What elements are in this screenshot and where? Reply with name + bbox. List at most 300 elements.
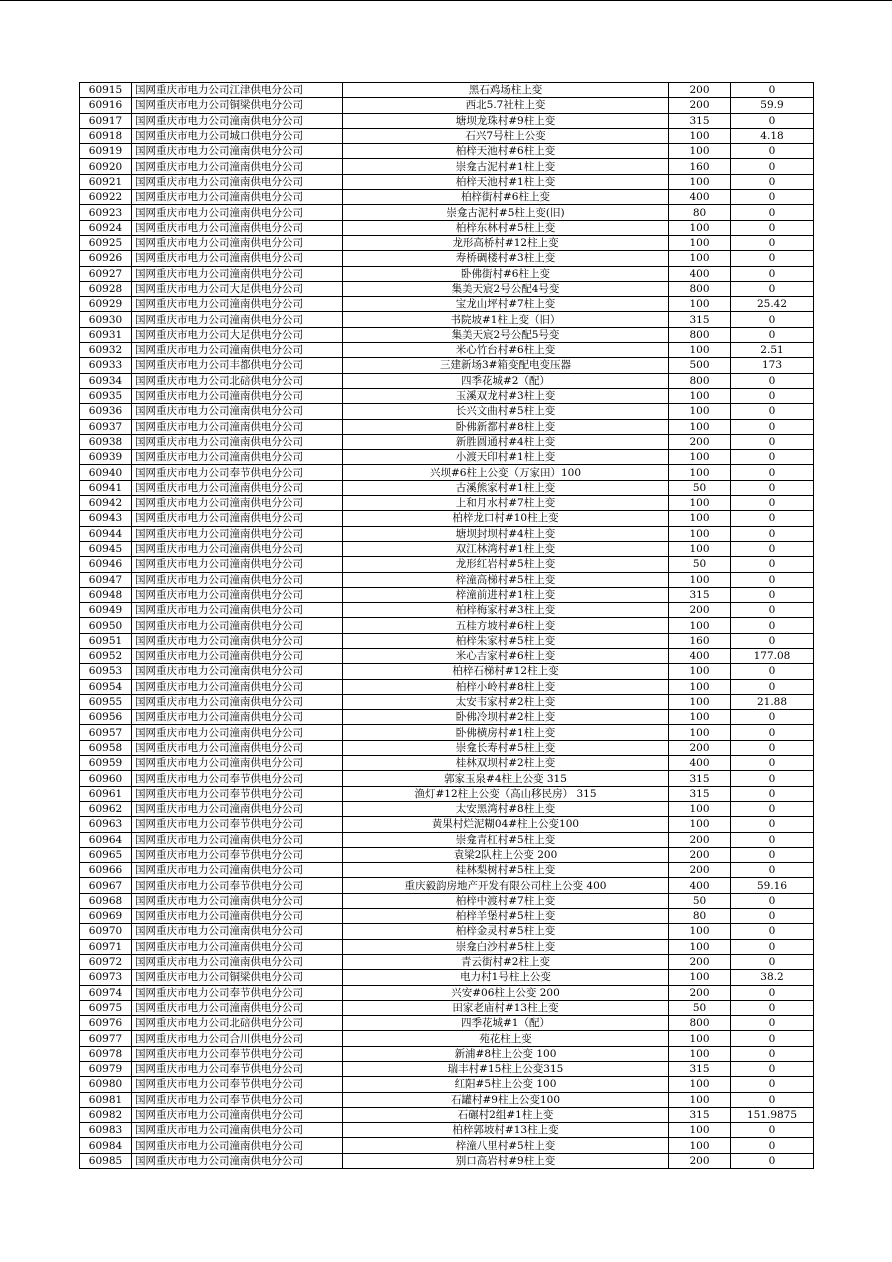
table-row: [80, 1107, 814, 1122]
company-cell: 国网重庆市电力公司潼南供电分公司: [132, 863, 343, 878]
capacity-cell: 80: [669, 909, 731, 924]
value-cell: 0: [731, 725, 814, 740]
capacity-cell: 100: [669, 419, 731, 434]
table-row: [80, 205, 814, 220]
company-cell: 国网重庆市电力公司奉节供电分公司: [132, 985, 343, 1000]
capacity-cell: 200: [669, 832, 731, 847]
row-id-cell: 60983: [80, 1123, 132, 1138]
company-cell: 国网重庆市电力公司潼南供电分公司: [132, 557, 343, 572]
table-row: [80, 786, 814, 801]
capacity-cell: 100: [669, 1046, 731, 1061]
transformer-name-cell: 崇龛长寿村#5柱上变: [343, 740, 669, 755]
row-id-cell: 60928: [80, 281, 132, 296]
row-id-cell: 60938: [80, 434, 132, 449]
capacity-cell: 100: [669, 817, 731, 832]
capacity-cell: 80: [669, 205, 731, 220]
capacity-cell: 100: [669, 144, 731, 159]
table-body: [80, 83, 814, 1169]
value-cell: 177.08: [731, 648, 814, 663]
row-id-cell: 60985: [80, 1153, 132, 1168]
company-cell: 国网重庆市电力公司奉节供电分公司: [132, 847, 343, 862]
table-row: [80, 465, 814, 480]
row-id-cell: 60981: [80, 1092, 132, 1107]
table-row: [80, 1016, 814, 1031]
value-cell: 0: [731, 847, 814, 862]
table-row: [80, 235, 814, 250]
table-row: [80, 358, 814, 373]
value-cell: 0: [731, 603, 814, 618]
value-cell: 0: [731, 801, 814, 816]
table-row: [80, 220, 814, 235]
company-cell: 国网重庆市电力公司潼南供电分公司: [132, 480, 343, 495]
row-id-cell: 60959: [80, 756, 132, 771]
company-cell: 国网重庆市电力公司奉节供电分公司: [132, 771, 343, 786]
table-row: [80, 281, 814, 296]
table-row: [80, 954, 814, 969]
value-cell: 0: [731, 541, 814, 556]
company-cell: 国网重庆市电力公司奉节供电分公司: [132, 817, 343, 832]
table-row: [80, 801, 814, 816]
value-cell: 0: [731, 526, 814, 541]
transformer-name-cell: 柏梓东林村#5柱上变: [343, 220, 669, 235]
value-cell: 21.88: [731, 694, 814, 709]
value-cell: 0: [731, 1016, 814, 1031]
table-row: [80, 817, 814, 832]
transformer-name-cell: 四季花城#1（配）: [343, 1016, 669, 1031]
table-row: [80, 526, 814, 541]
capacity-cell: 160: [669, 633, 731, 648]
table-row: [80, 541, 814, 556]
table-row: [80, 511, 814, 526]
value-cell: 0: [731, 664, 814, 679]
table-row: [80, 572, 814, 587]
capacity-cell: 400: [669, 190, 731, 205]
transformer-name-cell: 兴安#06柱上公变 200: [343, 985, 669, 1000]
row-id-cell: 60975: [80, 1000, 132, 1015]
row-id-cell: 60926: [80, 251, 132, 266]
value-cell: 0: [731, 419, 814, 434]
row-id-cell: 60972: [80, 954, 132, 969]
transformer-name-cell: 书院坡#1柱上变（旧）: [343, 312, 669, 327]
company-cell: 国网重庆市电力公司潼南供电分公司: [132, 220, 343, 235]
table-row: [80, 174, 814, 189]
company-cell: 国网重庆市电力公司潼南供电分公司: [132, 1000, 343, 1015]
company-cell: 国网重庆市电力公司城口供电分公司: [132, 128, 343, 143]
row-id-cell: 60949: [80, 603, 132, 618]
capacity-cell: 160: [669, 159, 731, 174]
transformer-name-cell: 重庆毅韵房地产开发有限公司柱上公变 400: [343, 878, 669, 893]
value-cell: 0: [731, 373, 814, 388]
table-row: [80, 266, 814, 281]
value-cell: 0: [731, 113, 814, 128]
transformer-name-cell: 集美天宸2号公配5号变: [343, 327, 669, 342]
table-row: [80, 1077, 814, 1092]
table-row: [80, 128, 814, 143]
capacity-cell: 315: [669, 771, 731, 786]
value-cell: 0: [731, 511, 814, 526]
transformer-name-cell: 别口高岩村#9柱上变: [343, 1153, 669, 1168]
transformer-name-cell: 四季花城#2（配）: [343, 373, 669, 388]
value-cell: 0: [731, 327, 814, 342]
company-cell: 国网重庆市电力公司潼南供电分公司: [132, 541, 343, 556]
table-row: [80, 557, 814, 572]
row-id-cell: 60962: [80, 801, 132, 816]
row-id-cell: 60966: [80, 863, 132, 878]
capacity-cell: 315: [669, 587, 731, 602]
value-cell: 0: [731, 190, 814, 205]
company-cell: 国网重庆市电力公司潼南供电分公司: [132, 144, 343, 159]
row-id-cell: 60957: [80, 725, 132, 740]
capacity-cell: 100: [669, 496, 731, 511]
capacity-cell: 100: [669, 235, 731, 250]
capacity-cell: 50: [669, 1000, 731, 1015]
company-cell: 国网重庆市电力公司潼南供电分公司: [132, 603, 343, 618]
transformer-name-cell: 柏梓龙口村#10柱上变: [343, 511, 669, 526]
value-cell: 0: [731, 557, 814, 572]
company-cell: 国网重庆市电力公司奉节供电分公司: [132, 878, 343, 893]
row-id-cell: 60965: [80, 847, 132, 862]
transformer-name-cell: 龙形红岩村#5柱上变: [343, 557, 669, 572]
transformer-name-cell: 柏梓中渡村#7柱上变: [343, 893, 669, 908]
transformer-name-cell: 米心吉家村#6柱上变: [343, 648, 669, 663]
company-cell: 国网重庆市电力公司北碚供电分公司: [132, 373, 343, 388]
row-id-cell: 60969: [80, 909, 132, 924]
value-cell: 0: [731, 480, 814, 495]
row-id-cell: 60970: [80, 924, 132, 939]
transformer-name-cell: 柏梓金灵村#5柱上变: [343, 924, 669, 939]
company-cell: 国网重庆市电力公司潼南供电分公司: [132, 496, 343, 511]
row-id-cell: 60973: [80, 970, 132, 985]
capacity-cell: 100: [669, 801, 731, 816]
table-row: [80, 388, 814, 403]
table-row: [80, 832, 814, 847]
row-id-cell: 60974: [80, 985, 132, 1000]
row-id-cell: 60968: [80, 893, 132, 908]
transformer-name-cell: 渔灯#12柱上公变（高山移民房） 315: [343, 786, 669, 801]
value-cell: 0: [731, 786, 814, 801]
capacity-cell: 100: [669, 1077, 731, 1092]
value-cell: 0: [731, 832, 814, 847]
transformer-name-cell: 西北5.7社柱上变: [343, 98, 669, 113]
capacity-cell: 100: [669, 924, 731, 939]
company-cell: 国网重庆市电力公司潼南供电分公司: [132, 190, 343, 205]
capacity-cell: 100: [669, 694, 731, 709]
value-cell: 0: [731, 450, 814, 465]
table-row: [80, 878, 814, 893]
value-cell: 0: [731, 205, 814, 220]
company-cell: 国网重庆市电力公司潼南供电分公司: [132, 710, 343, 725]
table-row: [80, 587, 814, 602]
company-cell: 国网重庆市电力公司潼南供电分公司: [132, 205, 343, 220]
capacity-cell: 200: [669, 847, 731, 862]
company-cell: 国网重庆市电力公司潼南供电分公司: [132, 266, 343, 281]
row-id-cell: 60933: [80, 358, 132, 373]
company-cell: 国网重庆市电力公司潼南供电分公司: [132, 404, 343, 419]
transformer-name-cell: 柏梓梅家村#3柱上变: [343, 603, 669, 618]
capacity-cell: 200: [669, 985, 731, 1000]
capacity-cell: 50: [669, 557, 731, 572]
value-cell: 0: [731, 587, 814, 602]
company-cell: 国网重庆市电力公司潼南供电分公司: [132, 174, 343, 189]
value-cell: 59.9: [731, 98, 814, 113]
capacity-cell: 800: [669, 327, 731, 342]
page-top-rule: [0, 0, 892, 1]
transformer-name-cell: 太安韦家村#2柱上变: [343, 694, 669, 709]
value-cell: 0: [731, 1123, 814, 1138]
transformer-name-cell: 崇龛古泥村#5柱上变(旧): [343, 205, 669, 220]
transformer-name-cell: 上和月水村#7柱上变: [343, 496, 669, 511]
capacity-cell: 100: [669, 220, 731, 235]
company-cell: 国网重庆市电力公司潼南供电分公司: [132, 251, 343, 266]
row-id-cell: 60952: [80, 648, 132, 663]
company-cell: 国网重庆市电力公司奉节供电分公司: [132, 465, 343, 480]
capacity-cell: 100: [669, 388, 731, 403]
value-cell: 0: [731, 174, 814, 189]
company-cell: 国网重庆市电力公司潼南供电分公司: [132, 909, 343, 924]
value-cell: 0: [731, 83, 814, 98]
row-id-cell: 60953: [80, 664, 132, 679]
row-id-cell: 60922: [80, 190, 132, 205]
capacity-cell: 315: [669, 786, 731, 801]
table-row: [80, 327, 814, 342]
table-row: [80, 725, 814, 740]
table-row: [80, 985, 814, 1000]
company-cell: 国网重庆市电力公司潼南供电分公司: [132, 526, 343, 541]
row-id-cell: 60945: [80, 541, 132, 556]
table-row: [80, 1062, 814, 1077]
row-id-cell: 60958: [80, 740, 132, 755]
capacity-cell: 800: [669, 281, 731, 296]
table-row: [80, 434, 814, 449]
value-cell: 0: [731, 954, 814, 969]
transformer-name-cell: 柏梓羊堡村#5柱上变: [343, 909, 669, 924]
company-cell: 国网重庆市电力公司潼南供电分公司: [132, 434, 343, 449]
capacity-cell: 200: [669, 83, 731, 98]
company-cell: 国网重庆市电力公司大足供电分公司: [132, 327, 343, 342]
capacity-cell: 800: [669, 373, 731, 388]
transformer-name-cell: 石兴7号柱上公变: [343, 128, 669, 143]
value-cell: 0: [731, 618, 814, 633]
value-cell: 0: [731, 312, 814, 327]
table-row: [80, 1031, 814, 1046]
transformer-name-cell: 梓潼前进村#1柱上变: [343, 587, 669, 602]
transformer-name-cell: 崇龛青杠村#5柱上变: [343, 832, 669, 847]
value-cell: 0: [731, 740, 814, 755]
table-row: [80, 1092, 814, 1107]
table-row: [80, 450, 814, 465]
capacity-cell: 100: [669, 1092, 731, 1107]
table-row: [80, 893, 814, 908]
transformer-name-cell: 双江林湾村#1柱上变: [343, 541, 669, 556]
table-row: [80, 343, 814, 358]
table-row: [80, 939, 814, 954]
capacity-cell: 100: [669, 1138, 731, 1153]
capacity-cell: 100: [669, 404, 731, 419]
transformer-name-cell: 梓潼八里村#5柱上变: [343, 1138, 669, 1153]
row-id-cell: 60976: [80, 1016, 132, 1031]
company-cell: 国网重庆市电力公司江津供电分公司: [132, 83, 343, 98]
value-cell: 0: [731, 434, 814, 449]
table-row: [80, 190, 814, 205]
table-row: [80, 297, 814, 312]
transformer-name-cell: 柏梓街村#6柱上变: [343, 190, 669, 205]
row-id-cell: 60956: [80, 710, 132, 725]
capacity-cell: 50: [669, 893, 731, 908]
company-cell: 国网重庆市电力公司潼南供电分公司: [132, 893, 343, 908]
company-cell: 国网重庆市电力公司潼南供电分公司: [132, 450, 343, 465]
row-id-cell: 60924: [80, 220, 132, 235]
transformer-name-cell: 崇龛白沙村#5柱上变: [343, 939, 669, 954]
value-cell: 0: [731, 404, 814, 419]
capacity-cell: 315: [669, 113, 731, 128]
value-cell: 0: [731, 266, 814, 281]
transformer-name-cell: 柏梓天池村#1柱上变: [343, 174, 669, 189]
row-id-cell: 60915: [80, 83, 132, 98]
company-cell: 国网重庆市电力公司大足供电分公司: [132, 281, 343, 296]
value-cell: 0: [731, 924, 814, 939]
company-cell: 国网重庆市电力公司潼南供电分公司: [132, 572, 343, 587]
company-cell: 国网重庆市电力公司奉节供电分公司: [132, 1092, 343, 1107]
company-cell: 国网重庆市电力公司北碚供电分公司: [132, 1016, 343, 1031]
value-cell: 0: [731, 909, 814, 924]
transformer-name-cell: 卧佛新都村#8柱上变: [343, 419, 669, 434]
table-row: [80, 159, 814, 174]
table-row: [80, 603, 814, 618]
table-row: [80, 1046, 814, 1061]
row-id-cell: 60930: [80, 312, 132, 327]
value-cell: 0: [731, 863, 814, 878]
row-id-cell: 60982: [80, 1107, 132, 1122]
row-id-cell: 60950: [80, 618, 132, 633]
capacity-cell: 100: [669, 174, 731, 189]
transformer-name-cell: 瑞丰村#15柱上公变315: [343, 1062, 669, 1077]
capacity-cell: 200: [669, 434, 731, 449]
row-id-cell: 60931: [80, 327, 132, 342]
transformer-name-cell: 红阳#5柱上公变 100: [343, 1077, 669, 1092]
company-cell: 国网重庆市电力公司丰都供电分公司: [132, 358, 343, 373]
capacity-cell: 200: [669, 98, 731, 113]
table-row: [80, 664, 814, 679]
company-cell: 国网重庆市电力公司潼南供电分公司: [132, 419, 343, 434]
value-cell: 59.16: [731, 878, 814, 893]
table-row: [80, 98, 814, 113]
table-row: [80, 618, 814, 633]
transformer-name-cell: 古溪熊家村#1柱上变: [343, 480, 669, 495]
table-row: [80, 1123, 814, 1138]
value-cell: 0: [731, 388, 814, 403]
company-cell: 国网重庆市电力公司潼南供电分公司: [132, 1107, 343, 1122]
capacity-cell: 100: [669, 618, 731, 633]
row-id-cell: 60937: [80, 419, 132, 434]
transformer-name-cell: 兴坝#6柱上公变（万家田）100: [343, 465, 669, 480]
company-cell: 国网重庆市电力公司奉节供电分公司: [132, 786, 343, 801]
value-cell: 0: [731, 939, 814, 954]
company-cell: 国网重庆市电力公司潼南供电分公司: [132, 939, 343, 954]
value-cell: 0: [731, 1153, 814, 1168]
table-row: [80, 970, 814, 985]
row-id-cell: 60967: [80, 878, 132, 893]
company-cell: 国网重庆市电力公司潼南供电分公司: [132, 832, 343, 847]
company-cell: 国网重庆市电力公司奉节供电分公司: [132, 1062, 343, 1077]
row-id-cell: 60984: [80, 1138, 132, 1153]
table-row: [80, 756, 814, 771]
table-row: [80, 1138, 814, 1153]
capacity-cell: 100: [669, 465, 731, 480]
value-cell: 0: [731, 817, 814, 832]
capacity-cell: 800: [669, 1016, 731, 1031]
company-cell: 国网重庆市电力公司奉节供电分公司: [132, 1077, 343, 1092]
value-cell: 2.51: [731, 343, 814, 358]
transformer-name-cell: 桂林双坝村#2柱上变: [343, 756, 669, 771]
table-row: [80, 771, 814, 786]
transformer-name-cell: 崇龛古泥村#1柱上变: [343, 159, 669, 174]
capacity-cell: 200: [669, 1153, 731, 1168]
capacity-cell: 100: [669, 970, 731, 985]
table-row: [80, 404, 814, 419]
table-row: [80, 251, 814, 266]
value-cell: 0: [731, 985, 814, 1000]
transformer-name-cell: 黄果村烂泥糊04#柱上公变100: [343, 817, 669, 832]
capacity-cell: 100: [669, 664, 731, 679]
transformer-name-cell: 集美天宸2号公配4号变: [343, 281, 669, 296]
value-cell: 0: [731, 893, 814, 908]
value-cell: 38.2: [731, 970, 814, 985]
capacity-cell: 100: [669, 297, 731, 312]
capacity-cell: 100: [669, 939, 731, 954]
value-cell: 4.18: [731, 128, 814, 143]
table-row: [80, 419, 814, 434]
value-cell: 0: [731, 159, 814, 174]
value-cell: 0: [731, 465, 814, 480]
row-id-cell: 60919: [80, 144, 132, 159]
transformer-name-cell: 小渡天印村#1柱上变: [343, 450, 669, 465]
company-cell: 国网重庆市电力公司潼南供电分公司: [132, 664, 343, 679]
row-id-cell: 60936: [80, 404, 132, 419]
row-id-cell: 60951: [80, 633, 132, 648]
capacity-cell: 400: [669, 266, 731, 281]
row-id-cell: 60929: [80, 297, 132, 312]
transformer-name-cell: 宝龙山坪村#7柱上变: [343, 297, 669, 312]
table-row: [80, 863, 814, 878]
transformer-name-cell: 五桂方坡村#6柱上变: [343, 618, 669, 633]
value-cell: 0: [731, 679, 814, 694]
row-id-cell: 60940: [80, 465, 132, 480]
row-id-cell: 60923: [80, 205, 132, 220]
capacity-cell: 400: [669, 878, 731, 893]
table-row: [80, 480, 814, 495]
row-id-cell: 60918: [80, 128, 132, 143]
value-cell: 0: [731, 1046, 814, 1061]
row-id-cell: 60977: [80, 1031, 132, 1046]
table-row: [80, 679, 814, 694]
value-cell: 0: [731, 633, 814, 648]
table-row: [80, 909, 814, 924]
row-id-cell: 60935: [80, 388, 132, 403]
transformer-name-cell: 卧佛冷坝村#2柱上变: [343, 710, 669, 725]
transformer-table: [79, 82, 814, 1169]
company-cell: 国网重庆市电力公司潼南供电分公司: [132, 679, 343, 694]
transformer-name-cell: 卧佛横房村#1柱上变: [343, 725, 669, 740]
capacity-cell: 400: [669, 648, 731, 663]
capacity-cell: 100: [669, 725, 731, 740]
row-id-cell: 60955: [80, 694, 132, 709]
table-row: [80, 144, 814, 159]
transformer-name-cell: 柏梓石梯村#12柱上变: [343, 664, 669, 679]
value-cell: 0: [731, 710, 814, 725]
value-cell: 0: [731, 220, 814, 235]
row-id-cell: 60927: [80, 266, 132, 281]
row-id-cell: 60963: [80, 817, 132, 832]
